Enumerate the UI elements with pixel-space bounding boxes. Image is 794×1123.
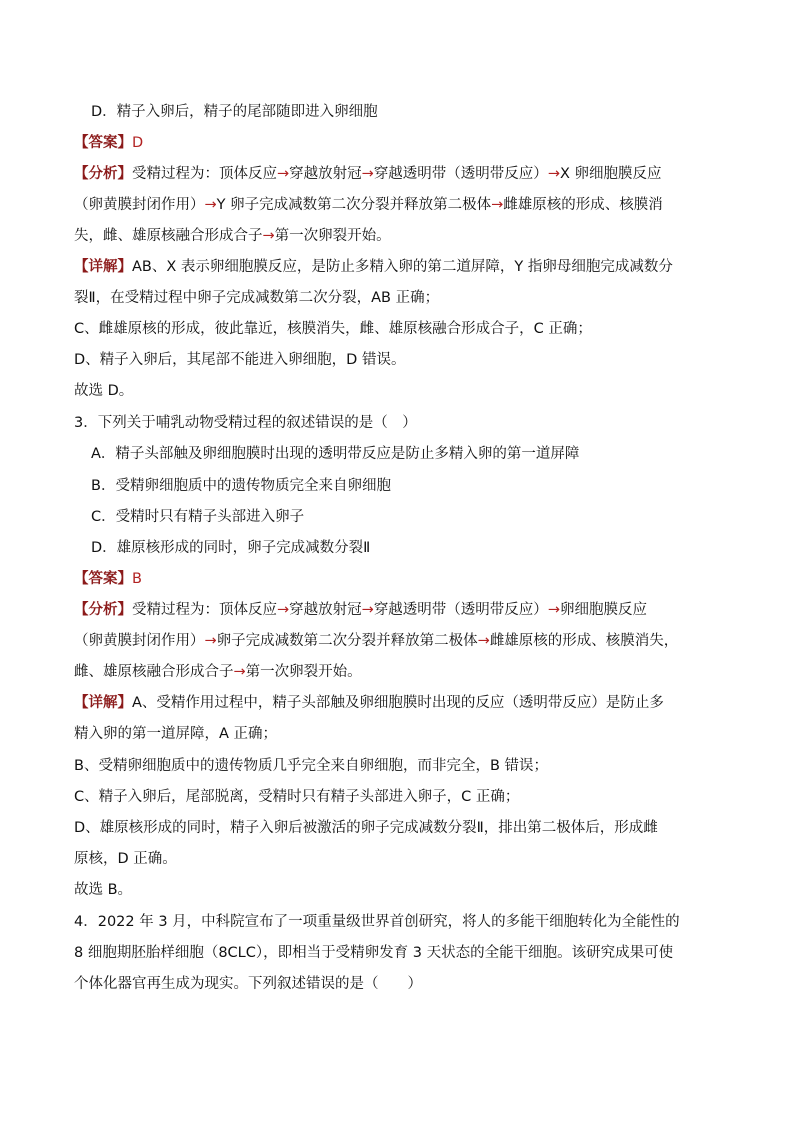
- answer-tag: 【答案】: [74, 135, 132, 151]
- analysis-tag: 【分析】: [74, 166, 132, 182]
- q3-detail-line-1: 【详解】A、受精作用过程中，精子头部触及卵细胞膜时出现的反应（透明带反应）是防止多: [74, 695, 664, 711]
- arrow-icon: →: [491, 197, 504, 213]
- q3-option-c: C．受精时只有精子头部进入卵子: [91, 509, 305, 525]
- q2-analysis-line-1: 【分析】受精过程为：顶体反应→穿越放射冠→穿越透明带（透明带反应）→X 卵细胞膜反应: [74, 166, 662, 182]
- q2-analysis-line-2: （卵黄膜封闭作用）→Y 卵子完成减数第二次分裂并释放第二极体→雌雄原核的形成、核膜消: [74, 197, 663, 213]
- q2-detail-line-3: C、雌雄原核的形成，彼此靠近，核膜消失，雌、雄原核融合形成合子，C 正确；: [74, 321, 592, 337]
- q3-analysis-line-1: 【分析】受精过程为：顶体反应→穿越放射冠→穿越透明带（透明带反应）→卵细胞膜反应: [74, 602, 647, 618]
- q3-detail-line-3: B、受精卵细胞质中的遗传物质几乎完全来自卵细胞，而非完全，B 错误；: [74, 758, 549, 774]
- arrow-icon: →: [361, 602, 374, 618]
- answer-tag: 【答案】: [74, 571, 132, 587]
- q3-detail-line-4: C、精子入卵后，尾部脱离，受精时只有精子头部进入卵子，C 正确；: [74, 789, 520, 805]
- q3-stem: 3．下列关于哺乳动物受精过程的叙述错误的是（ ）: [74, 415, 417, 431]
- q2-detail-line-2: 裂Ⅱ，在受精过程中卵子完成减数第二次分裂，AB 正确；: [74, 290, 440, 306]
- answer-value: B: [132, 571, 142, 587]
- q3-conclusion: 故选 B。: [74, 882, 133, 898]
- arrow-icon: →: [233, 664, 246, 680]
- q4-stem-line-3: 个体化器官再生成为现实。下列叙述错误的是（ ）: [74, 976, 422, 992]
- q2-analysis-line-3: 失，雌、雄原核融合形成合子→第一次卵裂开始。: [74, 228, 391, 244]
- q3-detail-line-5: D、雄原核形成的同时，精子入卵后被激活的卵子完成减数分裂Ⅱ，排出第二极体后，形成雌: [74, 820, 658, 836]
- arrow-icon: →: [361, 166, 374, 182]
- q3-option-a: A．精子头部触及卵细胞膜时出现的透明带反应是防止多精入卵的第一道屏障: [91, 446, 580, 462]
- q2-detail-line-1: 【详解】AB、X 表示卵细胞膜反应，是防止多精入卵的第二道屏障，Y 指卵母细胞完成减数分: [74, 259, 673, 275]
- detail-tag: 【详解】: [74, 695, 132, 711]
- answer-value: D: [132, 135, 144, 151]
- detail-tag: 【详解】: [74, 259, 132, 275]
- arrow-icon: →: [547, 166, 560, 182]
- arrow-icon: →: [204, 197, 217, 213]
- arrow-icon: →: [262, 228, 275, 244]
- q3-option-d: D．雄原核形成的同时，卵子完成减数分裂Ⅱ: [91, 540, 371, 556]
- q2-answer: [74, 133, 734, 153]
- q3-option-b: B．受精卵细胞质中的遗传物质完全来自卵细胞: [91, 478, 391, 494]
- q3-detail-line-6: 原核，D 正确。: [74, 851, 177, 867]
- arrow-icon: →: [277, 166, 290, 182]
- q3-analysis-line-2: （卵黄膜封闭作用）→卵子完成减数第二次分裂并释放第二极体→雌雄原核的形成、核膜消失，: [74, 633, 679, 649]
- analysis-tag: 【分析】: [74, 602, 132, 618]
- q4-stem-line-2: 8 细胞期胚胎样细胞（8CLC），即相当于受精卵发育 3 天状态的全能干细胞。该研究成果可使: [74, 945, 674, 961]
- q2-option-d: D．精子入卵后，精子的尾部随即进入卵细胞: [91, 104, 378, 120]
- q3-analysis-line-3: 雌、雄原核融合形成合子→第一次卵裂开始。: [74, 664, 362, 680]
- arrow-icon: →: [477, 633, 490, 649]
- q2-conclusion: 故选 D。: [74, 383, 134, 399]
- arrow-icon: →: [277, 602, 290, 618]
- arrow-icon: →: [204, 633, 217, 649]
- q3-answer: [74, 569, 734, 589]
- q2-detail-line-4: D、精子入卵后，其尾部不能进入卵细胞，D 错误。: [74, 352, 406, 368]
- arrow-icon: →: [547, 602, 560, 618]
- q4-stem-line-1: 4．2022 年 3 月，中科院宣布了一项重量级世界首创研究，将人的多能干细胞转化为全能性的: [74, 914, 680, 930]
- q3-detail-line-2: 精入卵的第一道屏障，A 正确；: [74, 726, 278, 742]
